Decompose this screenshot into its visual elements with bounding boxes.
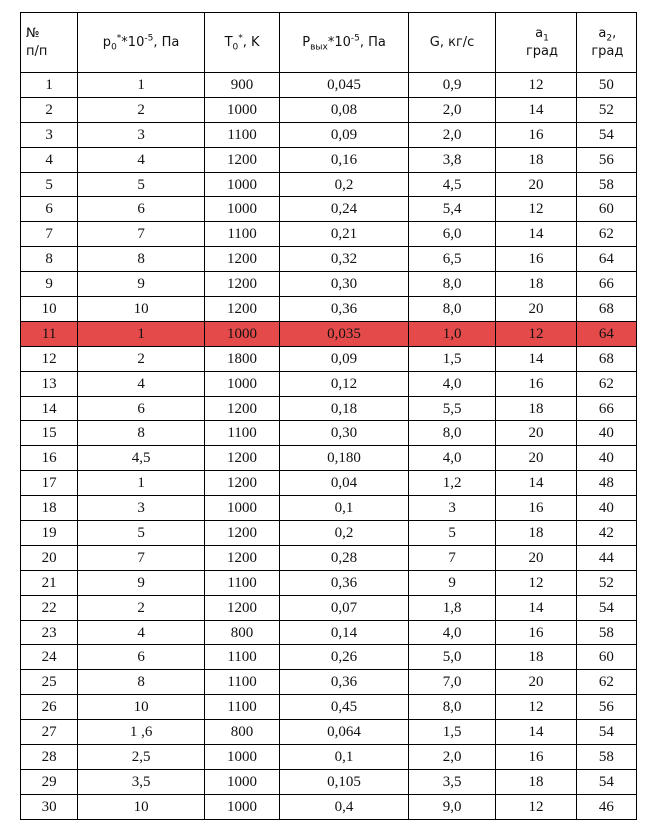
p0-cell: 5 (78, 172, 205, 197)
table-body (21, 73, 637, 820)
row-number-cell: 10 (21, 297, 78, 322)
p0-cell: 1 ,6 (78, 720, 205, 745)
t0-cell: 1100 (204, 570, 279, 595)
table-row-highlighted (21, 321, 637, 346)
p-out-cell: 0,1 (280, 496, 409, 521)
a2-cell: 52 (576, 97, 636, 122)
a2-cell: 42 (576, 521, 636, 546)
header-pout-unit: , Па (359, 34, 386, 50)
row-number-cell: 28 (21, 745, 78, 770)
t0-cell: 1800 (204, 346, 279, 371)
p-out-cell: 0,45 (280, 695, 409, 720)
t0-cell: 1200 (204, 147, 279, 172)
g-cell: 1,5 (408, 346, 495, 371)
t0-cell: 1200 (204, 521, 279, 546)
header-p0 (78, 13, 205, 73)
p-out-cell: 0,30 (280, 421, 409, 446)
table-row (21, 496, 637, 521)
row-number-cell: 14 (21, 396, 78, 421)
p-out-cell: 0,24 (280, 197, 409, 222)
header-t0-base: T (224, 34, 233, 50)
p-out-cell: 0,21 (280, 222, 409, 247)
g-cell: 8,0 (408, 421, 495, 446)
row-number-cell: 8 (21, 247, 78, 272)
row-number-cell: 7 (21, 222, 78, 247)
a2-cell: 60 (576, 197, 636, 222)
g-cell: 2,0 (408, 122, 495, 147)
p0-cell: 4,5 (78, 446, 205, 471)
t0-cell: 1200 (204, 297, 279, 322)
a2-cell: 68 (576, 346, 636, 371)
p0-cell: 8 (78, 247, 205, 272)
g-cell: 4,0 (408, 620, 495, 645)
row-number-cell: 21 (21, 570, 78, 595)
p0-cell: 7 (78, 545, 205, 570)
p-out-cell: 0,09 (280, 122, 409, 147)
header-p0-exp: -5 (144, 33, 154, 44)
t0-cell: 1100 (204, 122, 279, 147)
row-number-cell: 9 (21, 272, 78, 297)
g-cell: 0,9 (408, 73, 495, 98)
a1-cell: 20 (496, 297, 576, 322)
table-row (21, 147, 637, 172)
table-row (21, 645, 637, 670)
t0-cell: 1100 (204, 645, 279, 670)
a1-cell: 18 (496, 272, 576, 297)
row-number-cell: 29 (21, 769, 78, 794)
table-row (21, 670, 637, 695)
a2-cell: 62 (576, 371, 636, 396)
table-row (21, 346, 637, 371)
t0-cell: 1000 (204, 794, 279, 819)
row-number-cell: 1 (21, 73, 78, 98)
header-t0-sup: * (238, 33, 243, 44)
p-out-cell: 0,28 (280, 545, 409, 570)
p0-cell: 8 (78, 670, 205, 695)
header-g (408, 13, 495, 73)
header-pout-sub: вых (310, 42, 328, 53)
table-row (21, 421, 637, 446)
p0-cell: 2 (78, 595, 205, 620)
a1-cell: 20 (496, 446, 576, 471)
a2-cell: 56 (576, 147, 636, 172)
g-cell: 1,0 (408, 321, 495, 346)
header-a1-unit: град (525, 43, 558, 59)
g-cell: 9,0 (408, 794, 495, 819)
t0-cell: 1000 (204, 769, 279, 794)
t0-cell: 1000 (204, 197, 279, 222)
p-out-cell: 0,035 (280, 321, 409, 346)
t0-cell: 1000 (204, 745, 279, 770)
header-g-label: G, кг/с (429, 34, 475, 50)
a2-cell: 50 (576, 73, 636, 98)
header-a1-sub: 1 (543, 33, 549, 44)
p-out-cell: 0,064 (280, 720, 409, 745)
table-row (21, 272, 637, 297)
row-number-cell: 16 (21, 446, 78, 471)
table-row (21, 172, 637, 197)
a2-cell: 48 (576, 471, 636, 496)
g-cell: 5,5 (408, 396, 495, 421)
t0-cell: 1200 (204, 545, 279, 570)
p-out-cell: 0,08 (280, 97, 409, 122)
g-cell: 6,0 (408, 222, 495, 247)
t0-cell: 1000 (204, 172, 279, 197)
a1-cell: 16 (496, 122, 576, 147)
p0-cell: 6 (78, 396, 205, 421)
a1-cell: 18 (496, 396, 576, 421)
header-num-symbol: № (26, 25, 40, 41)
g-cell: 5,4 (408, 197, 495, 222)
table-row (21, 570, 637, 595)
t0-cell: 1200 (204, 595, 279, 620)
g-cell: 7 (408, 545, 495, 570)
parameters-table (20, 12, 637, 820)
g-cell: 1,8 (408, 595, 495, 620)
header-a2-unit: град (591, 43, 624, 59)
g-cell: 6,5 (408, 247, 495, 272)
p0-cell: 4 (78, 620, 205, 645)
a2-cell: 44 (576, 545, 636, 570)
a2-cell: 40 (576, 496, 636, 521)
p-out-cell: 0,32 (280, 247, 409, 272)
p-out-cell: 0,04 (280, 471, 409, 496)
table-row (21, 620, 637, 645)
table-row (21, 471, 637, 496)
a1-cell: 18 (496, 147, 576, 172)
a2-cell: 66 (576, 396, 636, 421)
header-pout-rest: *10 (327, 34, 351, 50)
t0-cell: 900 (204, 73, 279, 98)
p0-cell: 4 (78, 147, 205, 172)
row-number-cell: 30 (21, 794, 78, 819)
table-row (21, 446, 637, 471)
p0-cell: 1 (78, 471, 205, 496)
row-number-cell: 17 (21, 471, 78, 496)
p-out-cell: 0,14 (280, 620, 409, 645)
table-header (21, 13, 637, 73)
a1-cell: 20 (496, 421, 576, 446)
a2-cell: 58 (576, 620, 636, 645)
row-number-cell: 13 (21, 371, 78, 396)
header-a2-base: a (598, 25, 607, 41)
p0-cell: 10 (78, 695, 205, 720)
g-cell: 3 (408, 496, 495, 521)
t0-cell: 800 (204, 720, 279, 745)
p-out-cell: 0,36 (280, 570, 409, 595)
t0-cell: 1200 (204, 272, 279, 297)
a1-cell: 14 (496, 346, 576, 371)
header-p0-base: p (102, 34, 112, 50)
g-cell: 8,0 (408, 272, 495, 297)
table-row (21, 769, 637, 794)
p-out-cell: 0,36 (280, 297, 409, 322)
a2-cell: 62 (576, 222, 636, 247)
header-p-out (280, 13, 409, 73)
t0-cell: 1100 (204, 670, 279, 695)
a2-cell: 52 (576, 570, 636, 595)
g-cell: 8,0 (408, 695, 495, 720)
g-cell: 1,2 (408, 471, 495, 496)
p0-cell: 8 (78, 421, 205, 446)
g-cell: 1,5 (408, 720, 495, 745)
p-out-cell: 0,16 (280, 147, 409, 172)
a1-cell: 18 (496, 521, 576, 546)
header-a1 (496, 13, 576, 73)
row-number-cell: 11 (21, 321, 78, 346)
t0-cell: 1100 (204, 222, 279, 247)
a1-cell: 16 (496, 247, 576, 272)
header-p0-rest: *10 (121, 34, 145, 50)
header-p0-unit: , Па (153, 34, 180, 50)
p0-cell: 7 (78, 222, 205, 247)
p-out-cell: 0,18 (280, 396, 409, 421)
p0-cell: 10 (78, 297, 205, 322)
a2-cell: 64 (576, 247, 636, 272)
t0-cell: 1000 (204, 321, 279, 346)
g-cell: 2,0 (408, 97, 495, 122)
p-out-cell: 0,4 (280, 794, 409, 819)
a1-cell: 16 (496, 620, 576, 645)
g-cell: 5 (408, 521, 495, 546)
a2-cell: 68 (576, 297, 636, 322)
table-row (21, 595, 637, 620)
p0-cell: 6 (78, 645, 205, 670)
row-number-cell: 23 (21, 620, 78, 645)
p0-cell: 3 (78, 496, 205, 521)
p0-cell: 1 (78, 321, 205, 346)
table-row (21, 720, 637, 745)
a1-cell: 14 (496, 97, 576, 122)
table-row (21, 297, 637, 322)
p0-cell: 10 (78, 794, 205, 819)
row-number-cell: 24 (21, 645, 78, 670)
table-row (21, 396, 637, 421)
a2-cell: 60 (576, 645, 636, 670)
a1-cell: 12 (496, 197, 576, 222)
row-number-cell: 25 (21, 670, 78, 695)
p-out-cell: 0,36 (280, 670, 409, 695)
table-row (21, 371, 637, 396)
a2-cell: 54 (576, 595, 636, 620)
a1-cell: 20 (496, 670, 576, 695)
p-out-cell: 0,09 (280, 346, 409, 371)
row-number-cell: 18 (21, 496, 78, 521)
a1-cell: 18 (496, 769, 576, 794)
table-row (21, 197, 637, 222)
a2-cell: 40 (576, 446, 636, 471)
a2-cell: 62 (576, 670, 636, 695)
a1-cell: 14 (496, 222, 576, 247)
a1-cell: 14 (496, 471, 576, 496)
row-number-cell: 5 (21, 172, 78, 197)
g-cell: 4,0 (408, 371, 495, 396)
p0-cell: 2 (78, 346, 205, 371)
p0-cell: 5 (78, 521, 205, 546)
table-row (21, 247, 637, 272)
a1-cell: 16 (496, 745, 576, 770)
g-cell: 2,0 (408, 745, 495, 770)
row-number-cell: 12 (21, 346, 78, 371)
header-p0-sup: * (116, 33, 122, 44)
a1-cell: 12 (496, 570, 576, 595)
a2-cell: 64 (576, 321, 636, 346)
row-number-cell: 15 (21, 421, 78, 446)
table-row (21, 745, 637, 770)
t0-cell: 1000 (204, 496, 279, 521)
table-row (21, 97, 637, 122)
header-t0-unit: , K (242, 34, 260, 50)
p0-cell: 3 (78, 122, 205, 147)
row-number-cell: 20 (21, 545, 78, 570)
a2-cell: 56 (576, 695, 636, 720)
header-a1-base: a (535, 25, 544, 41)
row-number-cell: 4 (21, 147, 78, 172)
table-row (21, 73, 637, 98)
g-cell: 9 (408, 570, 495, 595)
p0-cell: 9 (78, 272, 205, 297)
row-number-cell: 27 (21, 720, 78, 745)
header-p0-sub: 0 (111, 42, 117, 53)
a1-cell: 20 (496, 545, 576, 570)
p-out-cell: 0,07 (280, 595, 409, 620)
a1-cell: 12 (496, 695, 576, 720)
a2-cell: 54 (576, 720, 636, 745)
g-cell: 7,0 (408, 670, 495, 695)
header-row (21, 13, 637, 73)
header-a2-sub: 2 (606, 33, 613, 44)
g-cell: 3,5 (408, 769, 495, 794)
a1-cell: 16 (496, 371, 576, 396)
a1-cell: 20 (496, 172, 576, 197)
t0-cell: 800 (204, 620, 279, 645)
t0-cell: 1000 (204, 97, 279, 122)
table-row (21, 545, 637, 570)
a2-cell: 58 (576, 745, 636, 770)
table-row (21, 794, 637, 819)
t0-cell: 1000 (204, 371, 279, 396)
p-out-cell: 0,12 (280, 371, 409, 396)
t0-cell: 1200 (204, 446, 279, 471)
table-row (21, 122, 637, 147)
header-a2 (576, 13, 636, 73)
t0-cell: 1200 (204, 396, 279, 421)
table-row (21, 521, 637, 546)
a2-cell: 46 (576, 794, 636, 819)
p0-cell: 9 (78, 570, 205, 595)
row-number-cell: 3 (21, 122, 78, 147)
g-cell: 8,0 (408, 297, 495, 322)
a1-cell: 12 (496, 73, 576, 98)
p-out-cell: 0,26 (280, 645, 409, 670)
t0-cell: 1200 (204, 471, 279, 496)
row-number-cell: 19 (21, 521, 78, 546)
g-cell: 4,0 (408, 446, 495, 471)
p-out-cell: 0,30 (280, 272, 409, 297)
a1-cell: 14 (496, 720, 576, 745)
g-cell: 3,8 (408, 147, 495, 172)
row-number-cell: 22 (21, 595, 78, 620)
a2-cell: 40 (576, 421, 636, 446)
p-out-cell: 0,045 (280, 73, 409, 98)
row-number-cell: 2 (21, 97, 78, 122)
table-row (21, 695, 637, 720)
t0-cell: 1200 (204, 247, 279, 272)
table-row (21, 222, 637, 247)
header-pout-exp: -5 (350, 33, 360, 44)
a1-cell: 12 (496, 794, 576, 819)
a2-cell: 66 (576, 272, 636, 297)
p-out-cell: 0,2 (280, 521, 409, 546)
header-num-label: п/п (26, 43, 48, 59)
header-a2-comma: , (612, 25, 617, 41)
header-pout-base: P (302, 34, 311, 50)
p0-cell: 2 (78, 97, 205, 122)
p0-cell: 6 (78, 197, 205, 222)
p0-cell: 1 (78, 73, 205, 98)
a1-cell: 16 (496, 496, 576, 521)
g-cell: 4,5 (408, 172, 495, 197)
p-out-cell: 0,2 (280, 172, 409, 197)
p-out-cell: 0,180 (280, 446, 409, 471)
row-number-cell: 26 (21, 695, 78, 720)
row-number-cell: 6 (21, 197, 78, 222)
g-cell: 5,0 (408, 645, 495, 670)
a1-cell: 12 (496, 321, 576, 346)
header-t0 (204, 13, 279, 73)
a2-cell: 54 (576, 122, 636, 147)
header-row-number (21, 13, 78, 73)
p-out-cell: 0,1 (280, 745, 409, 770)
a2-cell: 54 (576, 769, 636, 794)
header-t0-sub: 0 (232, 42, 239, 53)
a2-cell: 58 (576, 172, 636, 197)
p0-cell: 2,5 (78, 745, 205, 770)
t0-cell: 1100 (204, 695, 279, 720)
a1-cell: 14 (496, 595, 576, 620)
a1-cell: 18 (496, 645, 576, 670)
p-out-cell: 0,105 (280, 769, 409, 794)
p0-cell: 3,5 (78, 769, 205, 794)
p0-cell: 4 (78, 371, 205, 396)
t0-cell: 1100 (204, 421, 279, 446)
